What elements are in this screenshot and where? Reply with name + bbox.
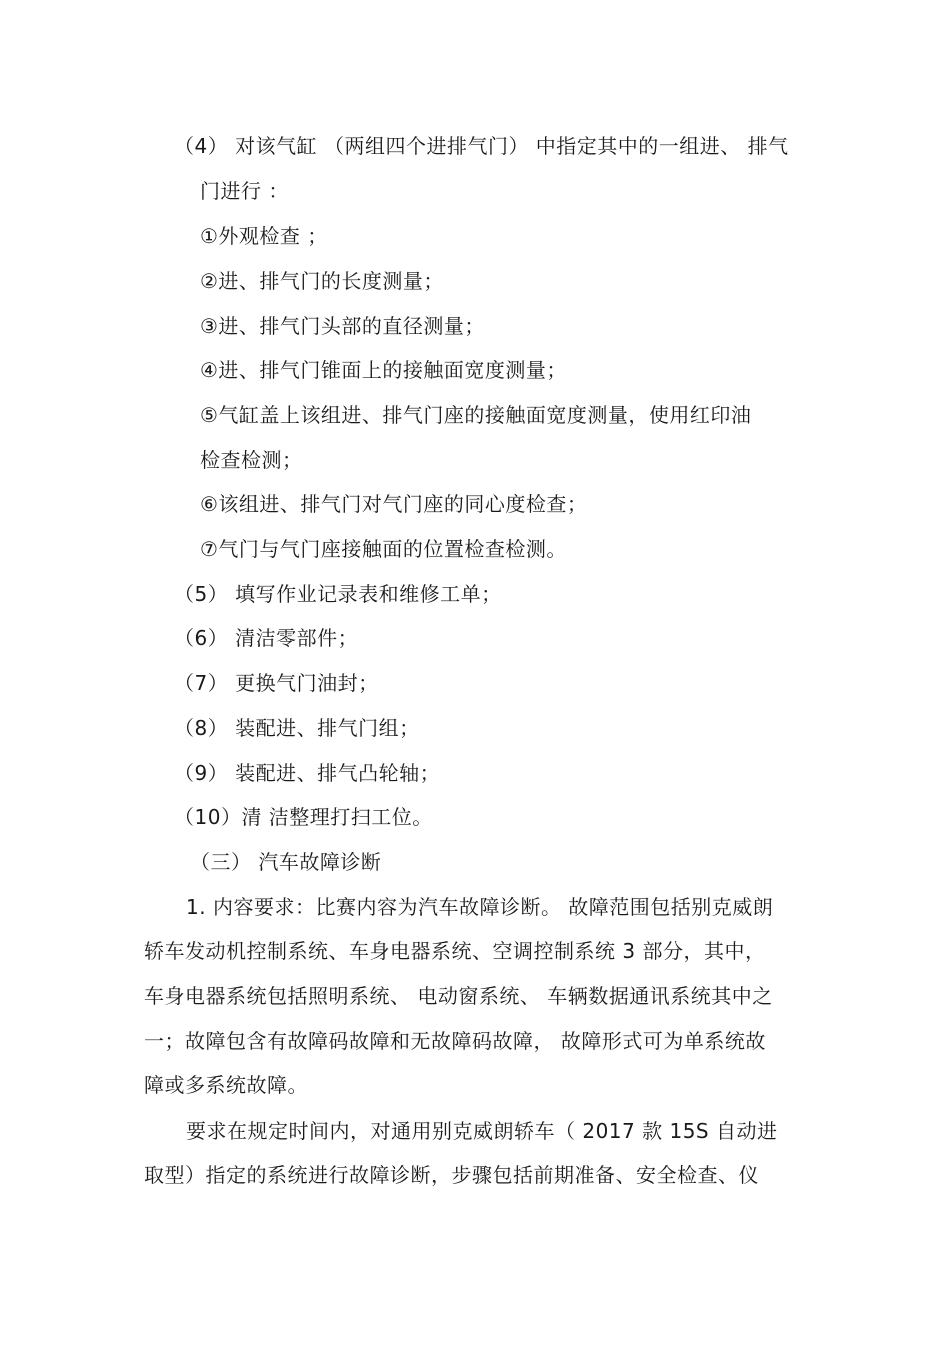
paragraph-2-line-1: 要求在规定时间内，对通用别克威朗轿车（ 2017 款 15S 自动进: [186, 1119, 778, 1143]
paragraph-2-line-2: 取型）指定的系统进行故障诊断，步骤包括前期准备、安全检查、仪: [144, 1163, 759, 1187]
list-item-4: （4） 对该气缸 （两组四个进排气门） 中指定其中的一组进、 排气: [174, 134, 789, 158]
list-item-8: （8） 装配进、排气门组；: [174, 716, 420, 740]
list-item-4-continued: 门进行 ：: [200, 179, 289, 203]
list-item-9: （9） 装配进、排气凸轮轴；: [174, 761, 441, 785]
sub-item-5-continued: 检查检测；: [200, 448, 303, 472]
sub-item-2: ②进、排气门的长度测量；: [200, 269, 444, 293]
list-item-6: （6） 清洁零部件；: [174, 626, 359, 650]
paragraph-1-line-3: 车身电器系统包括照明系统、 电动窗系统、 车辆数据通讯系统其中之: [144, 984, 773, 1008]
paragraph-1-line-2: 轿车发动机控制系统、车身电器系统、空调控制系统 3 部分，其中，: [144, 939, 766, 963]
section-heading: （三） 汽车故障诊断: [190, 850, 382, 874]
sub-item-1: ①外观检查 ；: [200, 224, 328, 248]
sub-item-3: ③进、排气门头部的直径测量；: [200, 314, 485, 338]
sub-item-5: ⑤气缸盖上该组进、排气门座的接触面宽度测量，使用红印油: [200, 403, 752, 427]
sub-item-6: ⑥该组进、排气门对气门座的同心度检查；: [200, 492, 588, 516]
sub-item-4: ④进、排气门锥面上的接触面宽度测量；: [200, 358, 567, 382]
paragraph-1-line-5: 障或多系统故障。: [144, 1073, 308, 1097]
paragraph-1-line-4: 一；故障包含有故障码故障和无故障码故障， 故障形式可为单系统故: [144, 1029, 766, 1053]
list-item-7: （7） 更换气门油封；: [174, 671, 379, 695]
list-item-10: （10）清 洁整理打扫工位。: [174, 805, 433, 829]
list-item-5: （5） 填写作业记录表和维修工单；: [174, 582, 502, 606]
sub-item-7: ⑦气门与气门座接触面的位置检查检测。: [200, 537, 567, 561]
paragraph-1-line-1: 1. 内容要求：比赛内容为汽车故障诊断。 故障范围包括别克威朗: [186, 895, 774, 919]
